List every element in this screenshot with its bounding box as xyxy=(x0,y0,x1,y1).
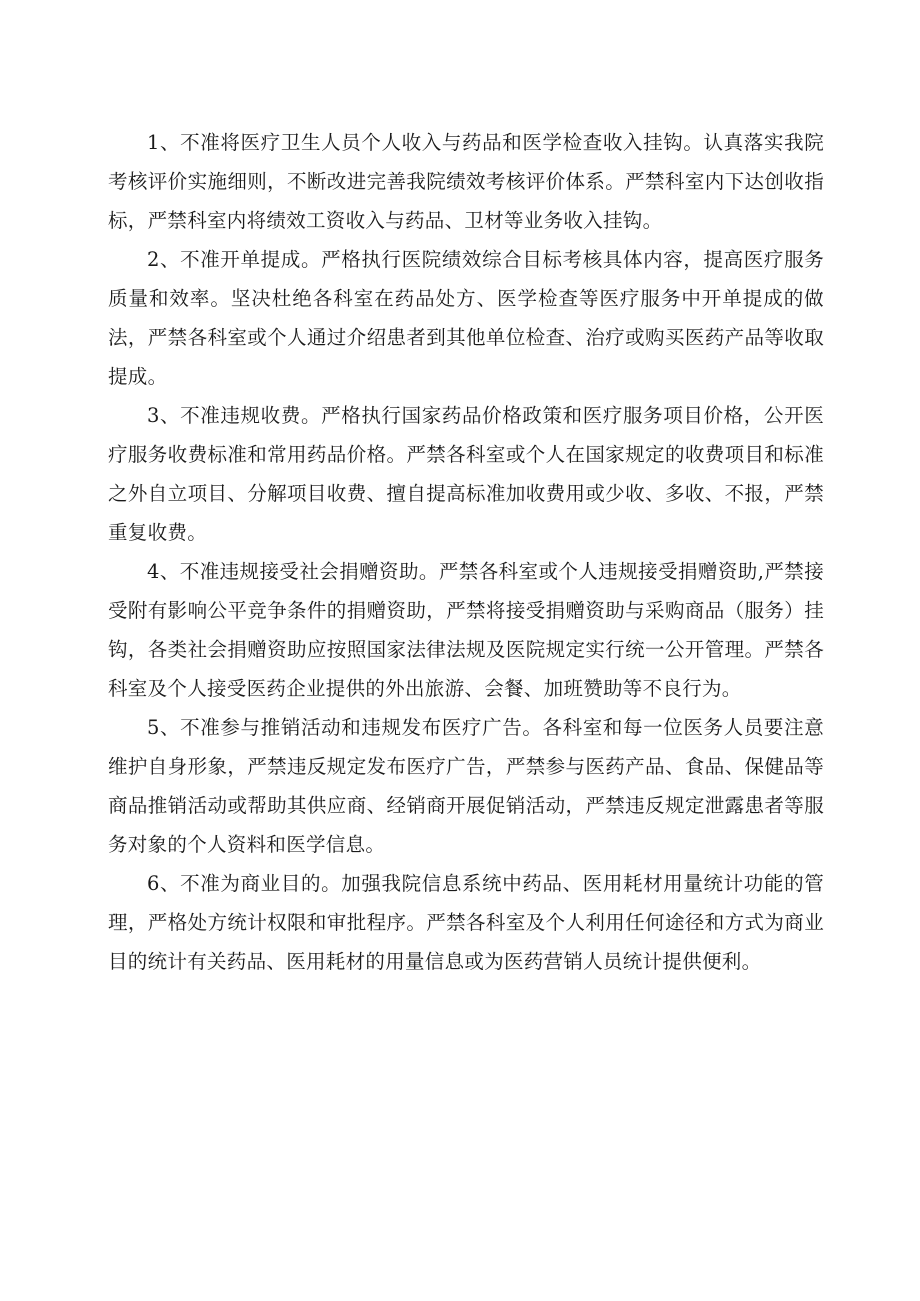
paragraph-4: 4、不准违规接受社会捐赠资助。严禁各科室或个人违规接受捐赠资助,严禁接受附有影响公平竞争条件的捐赠资助，严禁将接受捐赠资助与采购商品（服务）挂钩，各类社会捐赠资助应按照国家法律法规及医院规定实行统一公开管理。严禁各科室及个人接受医药企业提供的外出旅游、会餐、加班赞助等不良行为。 xyxy=(108,560,824,701)
paragraph-1: 1、不准将医疗卫生人员个人收入与药品和医学检查收入挂钩。认真落实我院考核评价实施细则，不断改进完善我院绩效考核评价体系。严禁科室内下达创收指标，严禁科室内将绩效工资收入与药品、卫材等业务收入挂钩。 xyxy=(108,131,824,232)
paragraph-5: 5、不准参与推销活动和违规发布医疗广告。各科室和每一位医务人员要注意维护自身形象，严禁违反规定发布医疗广告，严禁参与医药产品、食品、保健品等商品推销活动或帮助其供应商、经销商开展促销活动，严禁违反规定泄露患者等服务对象的个人资料和医学信息。 xyxy=(108,716,824,857)
document-body xyxy=(108,123,824,981)
paragraph-6: 6、不准为商业目的。加强我院信息系统中药品、医用耗材用量统计功能的管理，严格处方统计权限和审批程序。严禁各科室及个人利用任何途径和方式为商业目的统计有关药品、医用耗材的用量信息或为医药营销人员统计提供便利。 xyxy=(108,872,824,974)
paragraph-2: 2、不准开单提成。严格执行医院绩效综合目标考核具体内容，提高医疗服务质量和效率。坚决杜绝各科室在药品处方、医学检查等医疗服务中开单提成的做法，严禁各科室或个人通过介绍患者到其他单位检查、治疗或购买医药产品等收取提成。 xyxy=(108,248,824,389)
paragraph-3: 3、不准违规收费。严格执行国家药品价格政策和医疗服务项目价格，公开医疗服务收费标准和常用药品价格。严禁各科室或个人在国家规定的收费项目和标准之外自立项目、分解项目收费、擅自提高标准加收费用或少收、多收、不报，严禁重复收费。 xyxy=(108,404,824,545)
